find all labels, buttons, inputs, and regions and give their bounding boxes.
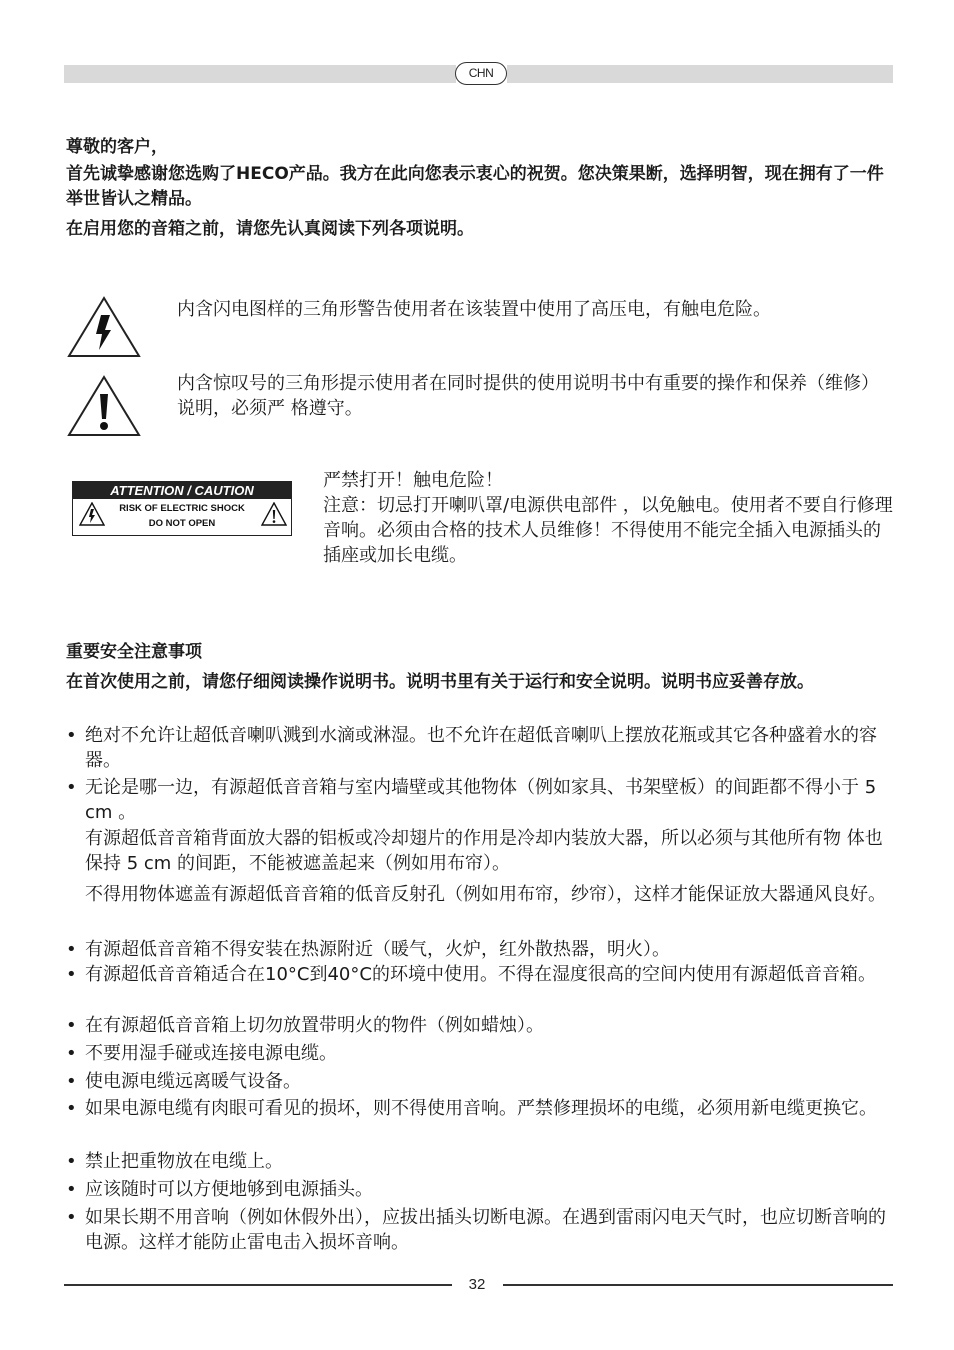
bullet-marker: •	[66, 725, 77, 746]
list-item-text: 有源超低音音箱不得安装在热源附近（暖气，火炉，红外散热器，明火）。	[85, 939, 670, 960]
sub-paragraph: 不得用物体遮盖有源超低音音箱的低音反射孔（例如用布帘，纱帘），这样才能保证放大器通风良好。	[85, 884, 886, 905]
list-item	[66, 1013, 894, 1038]
bullet-marker: •	[66, 1207, 77, 1228]
list-item	[66, 937, 894, 962]
list-item-text: 有源超低音音箱适合在10°C到40°C的环境中使用。不得在湿度很高的空间内使用有源超低音音箱。	[85, 964, 876, 985]
lightning-description: 内含闪电图样的三角形警告使用者在该装置中使用了高压电，有触电危险。	[177, 299, 771, 320]
list-item	[66, 775, 894, 825]
caution-label-line2: DO NOT OPEN	[148, 518, 216, 529]
bullet-marker: •	[66, 1098, 77, 1119]
bullet-marker: •	[66, 939, 77, 960]
bullet-marker: •	[66, 777, 77, 798]
footer-rule-left	[64, 1284, 452, 1286]
list-item	[66, 723, 894, 773]
caution-heading: 严禁打开！触电危险！	[323, 470, 503, 491]
bullet-marker: •	[66, 1071, 77, 1092]
list-item-text: 如果电源电缆有肉眼可看见的损坏，则不得使用音响。严禁修理损坏的电缆，必须用新电缆更换它。	[85, 1098, 877, 1119]
read-first-paragraph: 在启用您的音箱之前，请您先认真阅读下列各项说明。	[66, 219, 474, 239]
thanks-paragraph: 首先诚挚感谢您选购了HECO产品。我方在此向您表示衷心的祝贺。您决策果断，选择明智，现在拥有了一件举世皆认之精品。	[66, 164, 884, 209]
list-item-text: 无论是哪一边，有源超低音音箱与室内墙壁或其他物体（例如家具、书架壁板）的间距都不得小于 5 cm 。	[85, 777, 877, 823]
list-item	[66, 1069, 894, 1094]
list-item	[66, 1177, 894, 1202]
list-item	[66, 1096, 894, 1121]
bullet-marker: •	[66, 1179, 77, 1200]
list-item	[66, 1149, 894, 1174]
list-item	[66, 1205, 894, 1255]
bullet-marker: •	[66, 1015, 77, 1036]
header-bar-left	[64, 65, 456, 83]
language-badge: CHN	[455, 62, 507, 85]
salutation: 尊敬的客户，	[66, 137, 168, 157]
list-item-text: 绝对不允许让超低音喇叭溅到水滴或淋湿。也不允许在超低音喇叭上摆放花瓶或其它各种盛着水的容器。	[85, 725, 877, 771]
exclamation-description: 内含惊叹号的三角形提示使用者在同时提供的使用说明书中有重要的操作和保养（维修） 说明，必须严 格遵守。	[177, 373, 879, 419]
bullet-marker: •	[66, 964, 77, 985]
list-item-text: 在有源超低音音箱上切勿放置带明火的物件（例如蜡烛）。	[85, 1015, 544, 1036]
safety-heading: 重要安全注意事项	[66, 642, 202, 662]
list-item	[66, 1041, 894, 1066]
page-number: 32	[468, 1276, 486, 1293]
safety-intro: 在首次使用之前，请您仔细阅读操作说明书。说明书里有关于运行和安全说明。说明书应妥善存放。	[66, 672, 814, 692]
list-item-text: 禁止把重物放在电缆上。	[85, 1151, 283, 1172]
caution-description: 注意：切忌打开喇叭罩/电源供电部件 ，以免触电。使用者不要自行修理音响。必须由合格的技术人员维修！不得使用不能完全插入电源插头的插座或加长电缆。	[323, 495, 893, 566]
caution-label-title: ATTENTION / CAUTION	[73, 482, 291, 499]
list-item-text: 应该随时可以方便地够到电源插头。	[85, 1179, 373, 1200]
list-item-text: 使电源电缆远离暖气设备。	[85, 1071, 301, 1092]
header-bar-right	[507, 65, 893, 83]
bullet-marker: •	[66, 1043, 77, 1064]
list-item-text: 不要用湿手碰或连接电源电缆。	[85, 1043, 337, 1064]
sub-paragraph: 有源超低音音箱背面放大器的铝板或冷却翅片的作用是冷却内装放大器，所以必须与其他所有物 体也保持 5 cm 的间距，不能被遮盖起来（例如用布帘）。	[85, 828, 883, 874]
list-item-text: 如果长期不用音响（例如休假外出），应拔出插头切断电源。在遇到雷雨闪电天气时，也应切断音响的电源。这样才能防止雷电击入损坏音响。	[85, 1207, 886, 1253]
exclamation-warning-icon	[66, 374, 142, 438]
list-item	[66, 962, 894, 987]
lightning-warning-icon	[66, 295, 142, 359]
bullet-marker: •	[66, 1151, 77, 1172]
caution-label	[72, 481, 292, 536]
footer-rule-right	[503, 1284, 893, 1286]
caution-label-line1: RISK OF ELECTRIC SHOCK	[119, 503, 245, 514]
